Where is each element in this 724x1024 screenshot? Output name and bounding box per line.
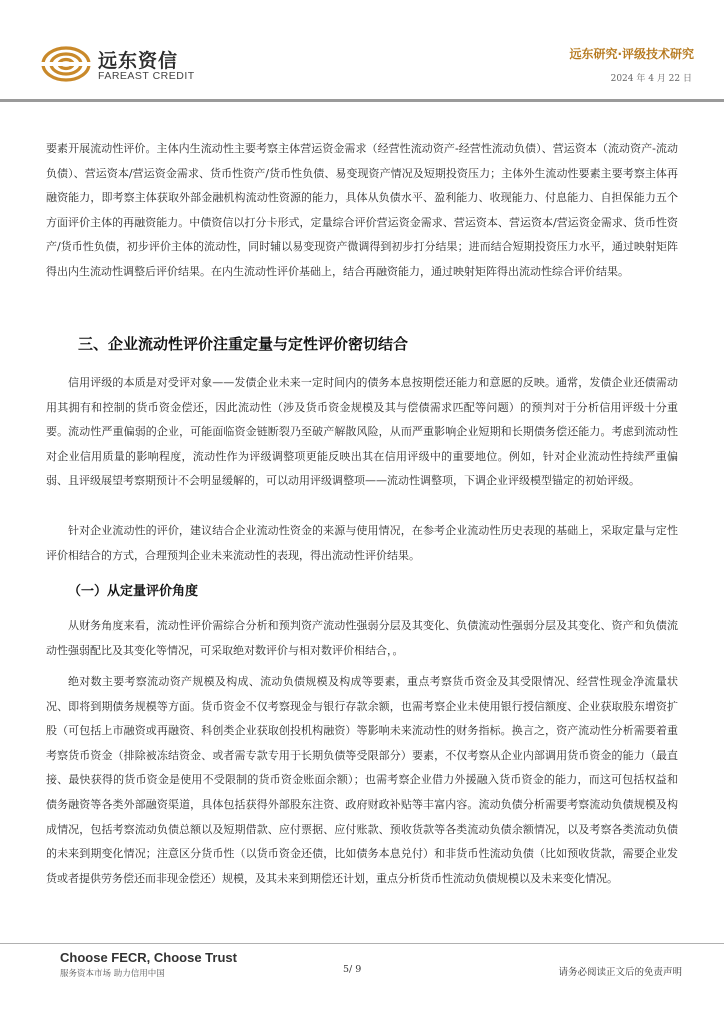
section-heading-3: 三、企业流动性评价注重定量与定性评价密切结合 — [78, 335, 409, 353]
paragraph-5: 绝对数主要考察流动资产规模及构成、流动负债规模及构成等要素，重点考察货币资金及其受限情况、经营性现金净流量状况、即将到期债务规模等方面。货币资金不仅考察现金与银行存款余额，也需考察企业未使用银行授信额度、企业获取股东增资扩股（可包括上市融资或再融资、科创类企业获取创投机构融资）等影响未来流动性的财务指标。换言之，资产流动性分析需要着重考察货币资金（排除被冻结资金、或者需专款专用于长期负债等受限部分）要素，不仅考察从企业内部调用货币资金的能力（最直接、最快获得的货币资金是使用不受限制的货币资金账面余额）；也需考察企业借力外援融入货币资金的能力，而这可包括权益和债务融资等各类外部融资渠道，具体包括获得外部股东注资、政府财政补贴等丰富内容。流动负债分析需要考察流动负债规模及构成情况，包括考察流动负债总额以及短期借款、应付票据、应付账款、预收货款等各类流动负债余额情况，以及考察各类流动负债的未来到期变化情况；注意区分货币性（以货币资金还债，比如债务本息兑付）和非货币性流动负债（比如预收货款，需要企业发货或者提供劳务偿还而非现金偿还）规模，及其未来到期偿还计划，重点分析货币性流动负债规模以及未来变化情况。 — [46, 675, 678, 885]
footer-slogan-sub: 服务资本市场 助力信用中国 — [60, 969, 165, 979]
footer-disclaimer: 请务必阅读正文后的免责声明 — [558, 967, 682, 978]
header-divider — [0, 99, 724, 102]
report-series: 远东研究·评级技术研究 — [569, 47, 694, 61]
paragraph-4: 从财务角度来看，流动性评价需综合分析和预判资产流动性强弱分层及其变化、负债流动性强弱分层及其变化、资产和负债流动性强弱配比及其变化等情况，可采取绝对数评价与相对数评价相结合，。 — [46, 619, 678, 657]
footer-divider — [0, 943, 724, 944]
page-header — [0, 0, 724, 102]
footer-slogan: Choose FECR, Choose Trust — [60, 950, 237, 965]
paragraph-1: 要素开展流动性评价。主体内生流动性主要考察主体营运资金需求（经营性流动资产-经营性流动负债）、营运资本（流动资产-流动负债）、营运资本/营运资金需求、货币性资产/货币性负债、易变现资产情况及短期投资压力；主体外生流动性要素主要考察主体再融资能力，即考察主体获取外部金融机构流动性资源的能力，具体从负债水平、盈利能力、收现能力、付息能力、自担保能力五个方面评价主体的再融资能力。中债资信以打分卡形式，定量综合评价营运资金需求、营运资本、营运资本/营运资金需求、货币性资产/货币性负债，初步评价主体的流动性，同时辅以易变现资产微调得到初步打分结果；进而结合短期投资压力水平，通过映射矩阵得出内生流动性调整后评价结果。在内生流动性评价基础上，结合再融资能力，通过映射矩阵得出流动性综合评价结果。 — [46, 142, 678, 278]
report-date: 2024 年 4 月 22 日 — [610, 74, 692, 84]
paragraph-2: 信用评级的本质是对受评对象——发债企业未来一定时间内的债务本息按期偿还能力和意愿的反映。通常，发债企业还债需动用其拥有和控制的货币资金偿还，因此流动性（涉及货币资金规模及其与偿债需求匹配等问题）的预判对于分析信用评级十分重要。流动性严重偏弱的企业，可能面临资金链断裂乃至破产解散风险，从而严重影响企业短期和长期债务偿还能力。考虑到流动性对企业信用质量的影响程度，流动性作为评级调整项更能反映出其在信用评级中的重要地位。例如，针对企业流动性持续严重偏弱、且评级展望考察期预计不会明显缓解的，可以动用评级调整项——流动性调整项，下调企业评级模型锚定的初始评级。 — [46, 376, 678, 488]
page-number: 5/ 9 — [343, 964, 362, 975]
paragraph-3: 针对企业流动性的评价，建议结合企业流动性资金的来源与使用情况，在参考企业流动性历史表现的基础上，采取定量与定性评价相结合的方式，合理预判企业未来流动性的表现，得出流动性评价结果。 — [46, 524, 678, 562]
brand-name-en: FAREAST CREDIT — [98, 70, 195, 82]
brand-name-cn: 远东资信 — [98, 50, 179, 72]
fareast-credit-logo-icon — [40, 44, 92, 84]
subsection-heading-1: （一）从定量评价角度 — [68, 584, 199, 599]
